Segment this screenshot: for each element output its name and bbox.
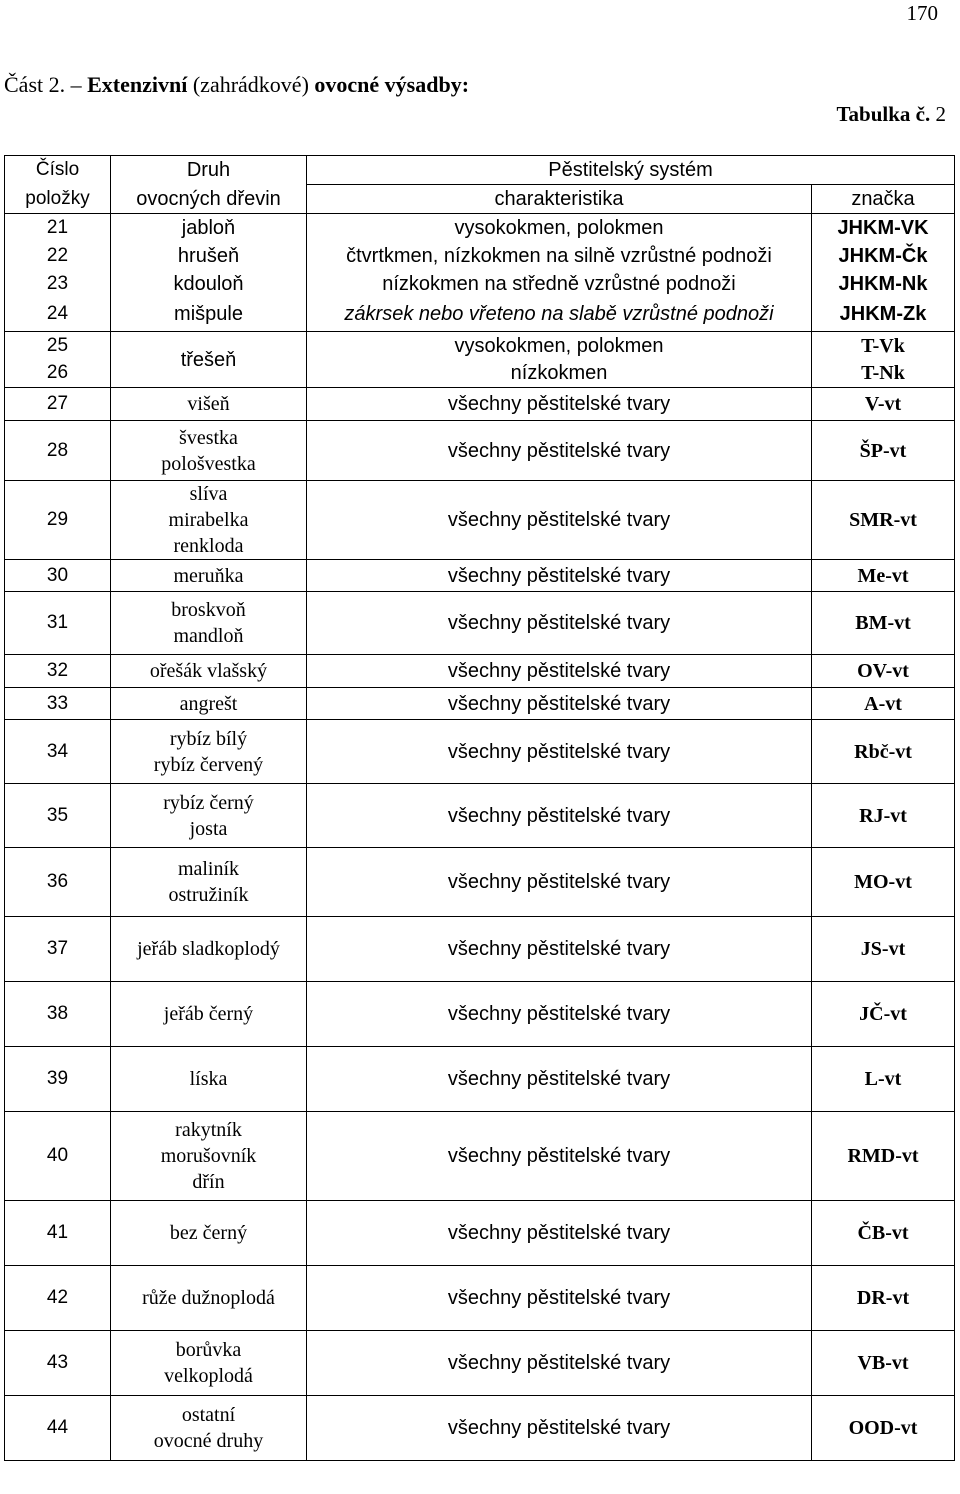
species-name: mišpule [174, 303, 243, 326]
row-number: 22 [5, 242, 111, 270]
row-code: Me-vt [812, 560, 955, 592]
row-characteristic: všechny pěstitelské tvary [307, 592, 812, 655]
table-row [5, 560, 955, 592]
row-characteristic: nízkokmen na středně vzrůstné podnoži [307, 270, 812, 298]
row-species [111, 720, 307, 784]
row-characteristic: všechny pěstitelské tvary [307, 982, 812, 1047]
table-row [5, 784, 955, 848]
row-code: OOD-vt [812, 1396, 955, 1461]
species-name: jabloň [181, 216, 236, 239]
row-species [111, 848, 307, 917]
species-name: bez černý [169, 1222, 248, 1244]
row-characteristic: čtvrtkmen, nízkokmen na silně vzrůstné podnoži [307, 242, 812, 270]
row-code: SMR-vt [812, 481, 955, 560]
row-number: 38 [5, 982, 111, 1047]
species-name: ovocné druhy [153, 1430, 264, 1452]
row-characteristic: zákrsek nebo vřeteno na slabě vzrůstné podnoži [307, 298, 812, 332]
row-characteristic: všechny pěstitelské tvary [307, 388, 812, 421]
row-characteristic: všechny pěstitelské tvary [307, 1047, 812, 1112]
header-code: značka [812, 185, 955, 214]
table-row [5, 655, 955, 688]
heading-middle: (zahrádkové) [187, 72, 315, 97]
row-characteristic: vysokokmen, polokmen [307, 214, 812, 242]
row-code: A-vt [812, 688, 955, 720]
row-number: 44 [5, 1396, 111, 1461]
row-species [111, 421, 307, 481]
orchard-table [4, 155, 955, 1461]
row-characteristic: všechny pěstitelské tvary [307, 688, 812, 720]
row-species [111, 242, 307, 270]
species-name: josta [189, 817, 228, 840]
species-name: jeřáb černý [163, 1003, 254, 1025]
row-code: T-Nk [812, 360, 955, 388]
table-row [5, 421, 955, 481]
row-species [111, 332, 307, 388]
species-name: růže dužnoplodá [142, 1287, 275, 1309]
row-characteristic: všechny pěstitelské tvary [307, 1266, 812, 1331]
species-name: rakytník [175, 1119, 242, 1141]
table-row [5, 1266, 955, 1331]
table-caption-number: 2 [930, 102, 946, 126]
row-code: DR-vt [812, 1266, 955, 1331]
header-row-1 [5, 156, 955, 185]
header-number-line2: položky [5, 185, 111, 214]
row-number: 32 [5, 655, 111, 688]
table-row [5, 1112, 955, 1201]
species-name: maliník [177, 858, 240, 880]
table-row [5, 1201, 955, 1266]
table-row [5, 592, 955, 655]
species-name: renkloda [173, 535, 244, 557]
table-row [5, 1396, 955, 1461]
row-species [111, 560, 307, 592]
species-name: ořešák vlašský [149, 660, 268, 682]
row-species [111, 388, 307, 421]
row-code: ČB-vt [812, 1201, 955, 1266]
row-number: 29 [5, 481, 111, 560]
species-name: třešeň [180, 348, 237, 371]
row-characteristic: všechny pěstitelské tvary [307, 784, 812, 848]
table-row [5, 388, 955, 421]
table-row [5, 270, 955, 298]
row-number: 36 [5, 848, 111, 917]
row-code: JS-vt [812, 917, 955, 982]
species-name: dřín [192, 1171, 225, 1193]
row-characteristic: všechny pěstitelské tvary [307, 1112, 812, 1201]
heading-prefix: Část 2. – [4, 72, 88, 97]
species-name: meruňka [173, 564, 244, 587]
species-name: rybíz červený [153, 753, 264, 776]
row-code: JHKM-Čk [812, 242, 955, 270]
species-name: mirabelka [168, 509, 249, 531]
row-characteristic: všechny pěstitelské tvary [307, 481, 812, 560]
row-species [111, 1331, 307, 1396]
table-row [5, 214, 955, 242]
header-system: Pěstitelský systém [307, 156, 955, 185]
species-name: pološvestka [161, 452, 256, 475]
row-species [111, 298, 307, 332]
table-row [5, 242, 955, 270]
row-code: L-vt [812, 1047, 955, 1112]
table-row [5, 332, 955, 360]
row-species [111, 1201, 307, 1266]
row-species [111, 1112, 307, 1201]
table-row [5, 1331, 955, 1396]
heading-bold: Extenzivní [87, 72, 188, 97]
row-number: 35 [5, 784, 111, 848]
row-code: MO-vt [812, 848, 955, 917]
table-row [5, 481, 955, 560]
row-code: RJ-vt [812, 784, 955, 848]
species-name: líska [189, 1068, 228, 1090]
species-name: slíva [189, 483, 228, 505]
row-characteristic: všechny pěstitelské tvary [307, 917, 812, 982]
row-number: 37 [5, 917, 111, 982]
row-species [111, 1266, 307, 1331]
header-number-line1: Číslo [5, 156, 111, 185]
row-code: JHKM-VK [812, 214, 955, 242]
species-name: jeřáb sladkoplodý [137, 938, 280, 960]
row-number: 25 [5, 332, 111, 360]
species-name: višeň [187, 393, 230, 415]
row-number: 41 [5, 1201, 111, 1266]
row-species [111, 655, 307, 688]
row-code: JHKM-Zk [812, 298, 955, 332]
species-name: hrušeň [177, 244, 240, 267]
species-name: broskvoň [171, 599, 246, 621]
species-name: rybíz černý [163, 791, 254, 814]
row-number: 43 [5, 1331, 111, 1396]
row-characteristic: všechny pěstitelské tvary [307, 1201, 812, 1266]
species-name: ostružiník [168, 884, 249, 906]
header-row-2 [5, 185, 955, 214]
row-number: 31 [5, 592, 111, 655]
row-characteristic: všechny pěstitelské tvary [307, 560, 812, 592]
page-number: 170 [906, 1, 938, 25]
row-number: 28 [5, 421, 111, 481]
row-code: JČ-vt [812, 982, 955, 1047]
species-name: ostatní [181, 1404, 236, 1426]
row-number: 40 [5, 1112, 111, 1201]
table-body [5, 156, 955, 1461]
row-characteristic: všechny pěstitelské tvary [307, 655, 812, 688]
row-number: 33 [5, 688, 111, 720]
species-name: kdouloň [173, 272, 244, 295]
part-heading [4, 72, 469, 98]
row-number: 34 [5, 720, 111, 784]
table-row [5, 720, 955, 784]
table-row [5, 688, 955, 720]
row-species [111, 481, 307, 560]
row-code: V-vt [812, 388, 955, 421]
row-species [111, 1047, 307, 1112]
header-characteristic: charakteristika [307, 185, 812, 214]
row-code: JHKM-Nk [812, 270, 955, 298]
table-row [5, 1047, 955, 1112]
table-row [5, 298, 955, 332]
heading-bold-2: ovocné výsadby: [314, 72, 470, 97]
table-caption [836, 102, 946, 127]
row-species [111, 917, 307, 982]
table-row [5, 982, 955, 1047]
row-characteristic: všechny pěstitelské tvary [307, 848, 812, 917]
row-code: BM-vt [812, 592, 955, 655]
row-code: OV-vt [812, 655, 955, 688]
species-name: angrešt [179, 692, 238, 715]
row-code: VB-vt [812, 1331, 955, 1396]
row-number: 42 [5, 1266, 111, 1331]
row-characteristic: všechny pěstitelské tvary [307, 1331, 812, 1396]
row-number: 21 [5, 214, 111, 242]
row-number: 27 [5, 388, 111, 421]
row-species [111, 270, 307, 298]
row-number: 30 [5, 560, 111, 592]
row-species [111, 982, 307, 1047]
row-code: ŠP-vt [812, 421, 955, 481]
row-number: 39 [5, 1047, 111, 1112]
header-species-line1: Druh [111, 156, 307, 185]
row-number: 26 [5, 360, 111, 388]
row-species [111, 688, 307, 720]
species-name: rybíz bílý [169, 727, 248, 750]
row-characteristic: nízkokmen [307, 360, 812, 388]
species-name: švestka [179, 426, 238, 449]
header-species-line2: ovocných dřevin [111, 185, 307, 214]
row-species [111, 1396, 307, 1461]
row-characteristic: vysokokmen, polokmen [307, 332, 812, 360]
row-number: 24 [5, 298, 111, 332]
row-code: RMD-vt [812, 1112, 955, 1201]
table-caption-label: Tabulka č. [836, 102, 931, 126]
species-name: borůvka [175, 1339, 242, 1361]
row-characteristic: všechny pěstitelské tvary [307, 720, 812, 784]
row-number: 23 [5, 270, 111, 298]
row-characteristic: všechny pěstitelské tvary [307, 421, 812, 481]
row-species [111, 784, 307, 848]
table-row [5, 848, 955, 917]
row-characteristic: všechny pěstitelské tvary [307, 1396, 812, 1461]
row-code: Rbč-vt [812, 720, 955, 784]
species-name: morušovník [160, 1145, 257, 1167]
row-species [111, 592, 307, 655]
species-name: mandloň [173, 625, 244, 647]
table-row [5, 917, 955, 982]
row-code: T-Vk [812, 332, 955, 360]
species-name: velkoplodá [164, 1365, 253, 1387]
row-species [111, 214, 307, 242]
